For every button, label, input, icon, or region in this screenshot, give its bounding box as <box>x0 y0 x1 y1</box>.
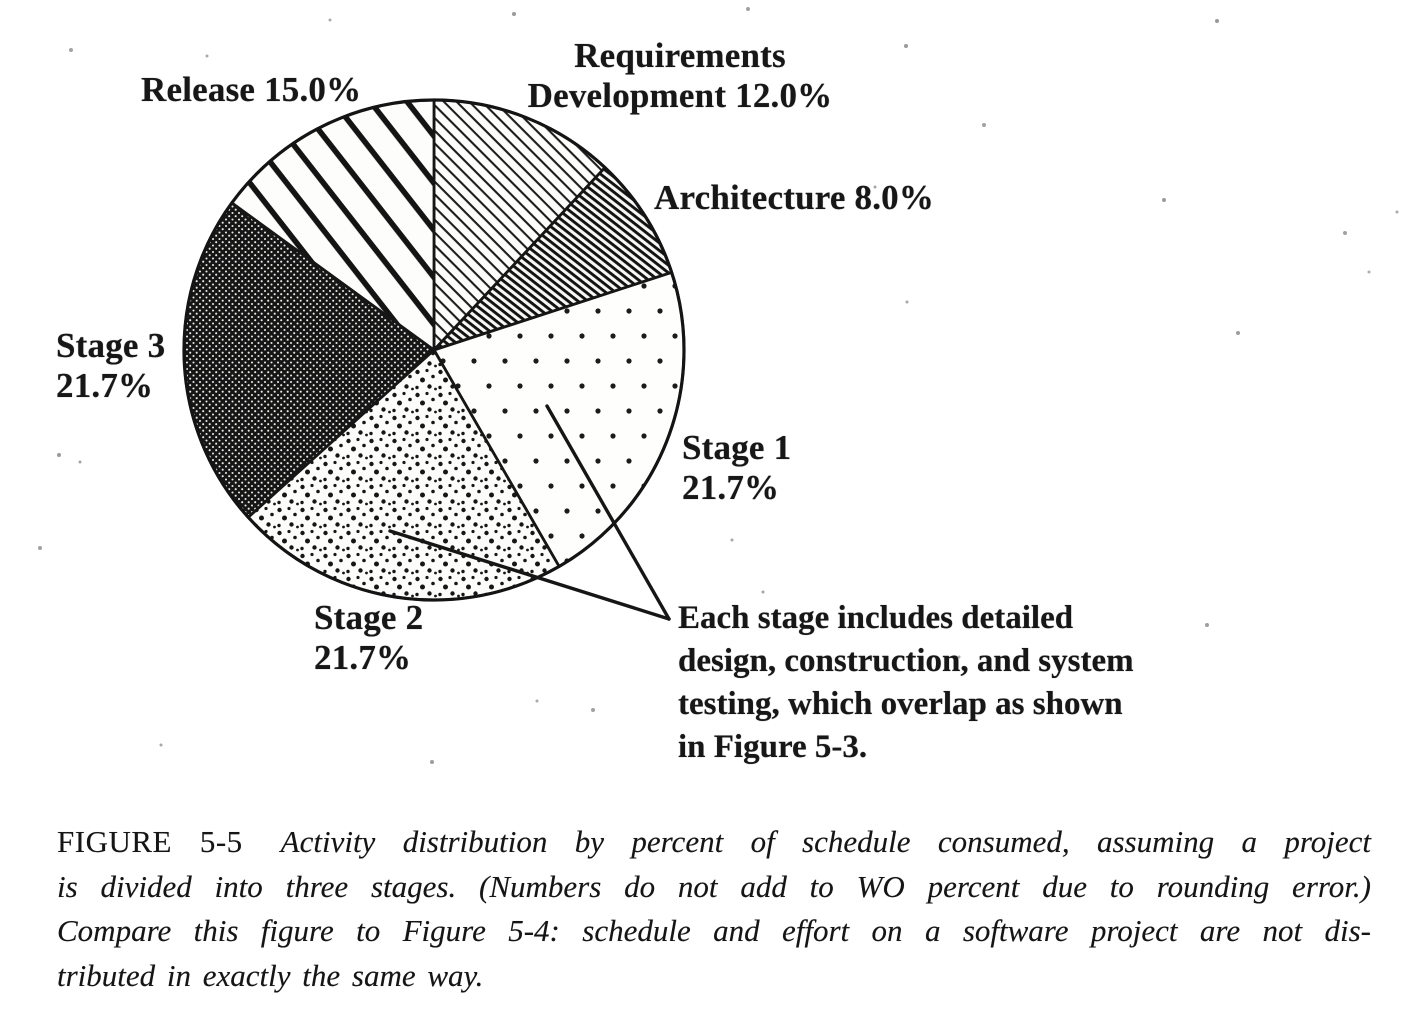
caption-line1 <box>57 820 1371 865</box>
slice-label-stage2-pct: 21.7% <box>314 638 412 677</box>
caption-line3: Compare this figure to Figure 5-4: schedule and effort on a software project are not dis- <box>57 913 1371 948</box>
slice-label-stage3-name: Stage 3 <box>56 326 166 365</box>
slice-label-stage1-pct: 21.7% <box>682 468 780 507</box>
caption-line4: tributed in exactly the same way. <box>57 957 484 993</box>
slice-label-stage3-pct: 21.7% <box>56 366 154 405</box>
annotation-line2: design, construction, and system <box>678 643 1134 679</box>
figure-caption <box>57 820 1371 998</box>
caption-line2: is divided into three stages. (Numbers do not add to WO percent due to rounding error.) <box>57 868 1371 904</box>
slice-label-requirements-line2: Development 12.0% <box>527 76 833 115</box>
pie-slices <box>184 100 684 600</box>
annotation-line1: Each stage includes detailed <box>678 600 1074 636</box>
slice-label-stage2-name: Stage 2 <box>314 598 424 637</box>
slice-label-stage1-name: Stage 1 <box>682 428 792 467</box>
stage-annotation <box>678 597 1258 769</box>
slice-label-requirements-development <box>480 36 880 116</box>
slice-label-requirements-line1: Requirements <box>574 36 786 75</box>
annotation-line3: testing, which overlap as shown <box>678 686 1123 722</box>
slice-label-release: Release 15.0% <box>141 70 362 109</box>
slice-label-stage2 <box>314 598 423 678</box>
caption-line1-text: Activity distribution by percent of schedule consumed, assuming a project <box>280 824 1371 859</box>
figure-number-label: FIGURE 5-5 <box>57 824 243 859</box>
slice-label-stage1 <box>682 428 791 508</box>
slice-label-architecture: Architecture 8.0% <box>654 178 935 217</box>
slice-label-stage3 <box>56 326 165 406</box>
annotation-line4: in Figure 5-3. <box>678 729 868 765</box>
